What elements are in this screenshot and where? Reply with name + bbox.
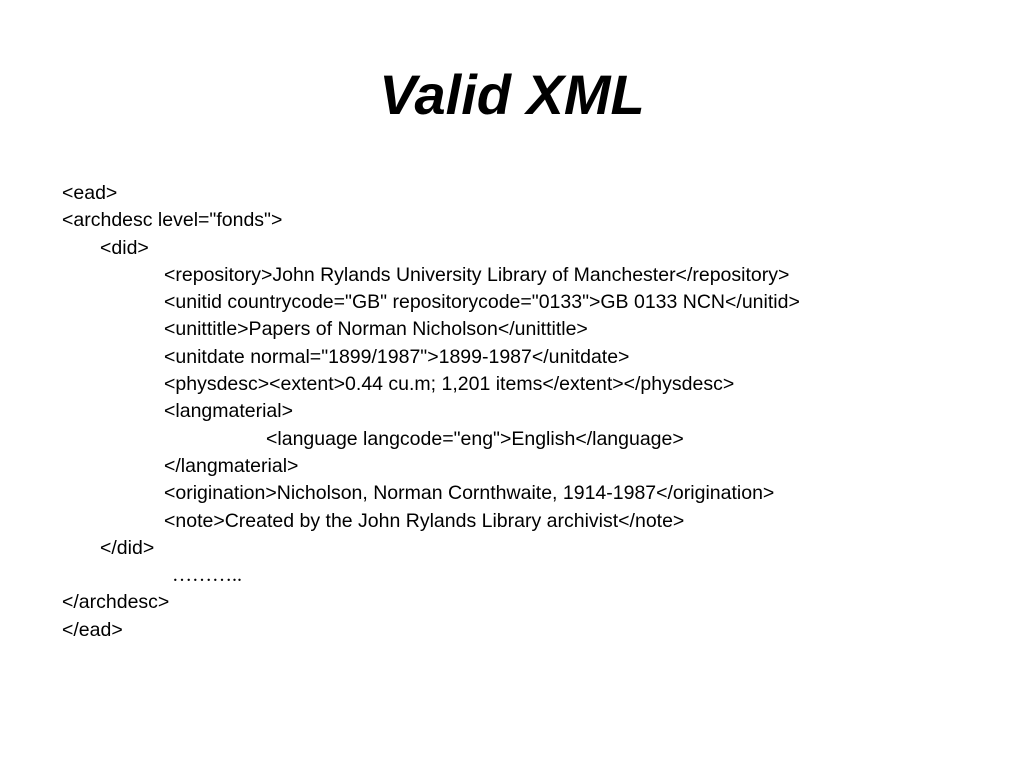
xml-line: </archdesc> — [62, 591, 170, 614]
slide-title: Valid XML — [379, 63, 645, 126]
xml-line: </ead> — [62, 618, 123, 641]
xml-line: <repository>John Rylands University Library of Manchester</repository> — [164, 263, 790, 286]
xml-line: </did> — [100, 536, 155, 559]
xml-line: <unitid countrycode="GB" repositorycode="0133">GB 0133 NCN</unitid> — [164, 291, 800, 314]
xml-code-block — [62, 180, 1002, 644]
xml-line: <did> — [100, 236, 149, 259]
xml-line: <origination>Nicholson, Norman Cornthwaite, 1914-1987</origination> — [164, 482, 775, 505]
xml-line: <archdesc level="fonds"> — [62, 209, 283, 232]
xml-line: <note>Created by the John Rylands Library archivist</note> — [164, 509, 685, 532]
xml-line: <ead> — [62, 182, 118, 204]
xml-line: <physdesc><extent>0.44 cu.m; 1,201 items</extent></physdesc> — [164, 373, 735, 396]
xml-line: <langmaterial> — [164, 400, 293, 423]
xml-line: <unittitle>Papers of Norman Nicholson</unittitle> — [164, 318, 588, 341]
xml-line: <language langcode="eng">English</language> — [266, 427, 684, 450]
xml-line: <unitdate normal="1899/1987">1899-1987</unitdate> — [164, 345, 630, 368]
ellipsis-line: ……….. — [172, 564, 242, 587]
xml-line: </langmaterial> — [164, 454, 299, 477]
